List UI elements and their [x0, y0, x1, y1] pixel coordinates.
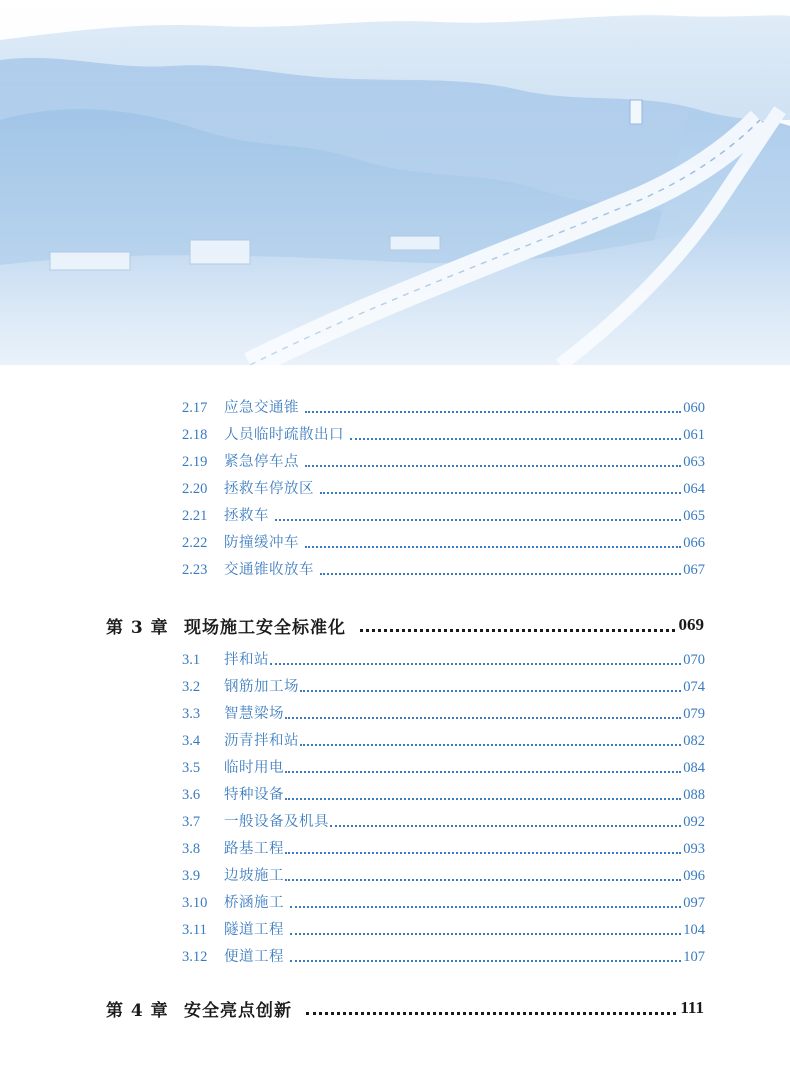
- dot-leader: [320, 470, 681, 494]
- dot-leader: [270, 641, 681, 665]
- entry-title: 钢筋加工场: [224, 679, 299, 695]
- entry-page: 097: [683, 895, 705, 911]
- entry-title: 一般设备及机具: [224, 814, 329, 830]
- entry-number: 3.11: [182, 922, 207, 938]
- chapter-title: 现场施工安全标准化: [184, 617, 346, 638]
- entry-page: 060: [683, 400, 705, 416]
- chapter-page: 069: [678, 615, 704, 634]
- entry-number: 3.7: [182, 814, 201, 830]
- entry-number: 3.3: [182, 706, 201, 722]
- entry-title: 沥青拌和站: [224, 733, 299, 749]
- dot-leader: [305, 389, 681, 413]
- entry-number: 2.20: [182, 481, 208, 497]
- chapter-title: 安全亮点创新: [184, 1000, 292, 1021]
- entry-page: 064: [683, 481, 705, 497]
- entry-page: 093: [683, 841, 705, 857]
- entry-number: 3.10: [182, 895, 208, 911]
- entry-page: 104: [683, 922, 705, 938]
- toc-entry[interactable]: [182, 559, 705, 581]
- chapter-number: 第 3 章: [106, 617, 169, 638]
- dot-leader: [290, 884, 681, 908]
- dot-leader: [305, 524, 681, 548]
- entry-number: 3.2: [182, 679, 201, 695]
- dot-leader: [285, 695, 681, 719]
- entry-page: 061: [683, 427, 705, 443]
- entry-title: 特种设备: [224, 787, 284, 803]
- entry-title: 智慧梁场: [224, 706, 284, 722]
- dot-leader: [290, 938, 681, 962]
- entry-page: 063: [683, 454, 705, 470]
- entry-title: 紧急停车点: [224, 454, 299, 470]
- entry-number: 2.23: [182, 562, 208, 578]
- chapter-page: 111: [680, 998, 704, 1017]
- dot-leader: [360, 601, 675, 632]
- entry-number: 3.5: [182, 760, 201, 776]
- toc-entry[interactable]: [182, 946, 705, 968]
- entry-number: 2.22: [182, 535, 208, 551]
- entry-number: 2.21: [182, 508, 208, 524]
- chapter-4-heading[interactable]: [106, 994, 704, 1022]
- dot-leader: [330, 803, 681, 827]
- entry-number: 3.4: [182, 733, 201, 749]
- entry-title: 拯救车: [224, 508, 269, 524]
- dot-leader: [300, 668, 681, 692]
- dot-leader: [285, 776, 681, 800]
- dot-leader: [300, 722, 681, 746]
- entry-page: 067: [683, 562, 705, 578]
- entry-title: 人员临时疏散出口: [224, 427, 344, 443]
- entry-page: 074: [683, 679, 705, 695]
- entry-title: 隧道工程: [224, 922, 284, 938]
- entry-page: 096: [683, 868, 705, 884]
- entry-title: 防撞缓冲车: [224, 535, 299, 551]
- dot-leader: [320, 551, 681, 575]
- entry-page: 092: [683, 814, 705, 830]
- entry-title: 应急交通锥: [224, 400, 299, 416]
- chapter-3-heading[interactable]: [106, 611, 704, 639]
- chapter-number: 第 4 章: [106, 1000, 169, 1021]
- entry-title: 拌和站: [224, 652, 269, 668]
- dot-leader: [290, 911, 681, 935]
- entry-number: 3.8: [182, 841, 201, 857]
- landscape-illustration-icon: [0, 0, 790, 365]
- dot-leader: [285, 857, 681, 881]
- entry-page: 070: [683, 652, 705, 668]
- entry-number: 2.19: [182, 454, 208, 470]
- entry-page: 066: [683, 535, 705, 551]
- entry-page: 084: [683, 760, 705, 776]
- entry-title: 交通锥收放车: [224, 562, 314, 578]
- dot-leader: [285, 830, 681, 854]
- entry-page: 065: [683, 508, 705, 524]
- entry-number: 3.9: [182, 868, 201, 884]
- entry-page: 079: [683, 706, 705, 722]
- entry-number: 3.1: [182, 652, 201, 668]
- entry-number: 2.17: [182, 400, 208, 416]
- entry-page: 107: [683, 949, 705, 965]
- entry-title: 路基工程: [224, 841, 284, 857]
- entry-title: 边坡施工: [224, 868, 284, 884]
- entry-number: 2.18: [182, 427, 208, 443]
- entry-page: 088: [683, 787, 705, 803]
- entry-title: 临时用电: [224, 760, 284, 776]
- dot-leader: [350, 416, 681, 440]
- banner-illustration: [0, 0, 790, 365]
- entry-number: 3.12: [182, 949, 208, 965]
- entry-number: 3.6: [182, 787, 201, 803]
- entry-title: 便道工程: [224, 949, 284, 965]
- dot-leader: [285, 749, 681, 773]
- dot-leader: [275, 497, 681, 521]
- dot-leader: [305, 443, 681, 467]
- entry-page: 082: [683, 733, 705, 749]
- entry-title: 拯救车停放区: [224, 481, 314, 497]
- entry-title: 桥涵施工: [224, 895, 284, 911]
- dot-leader: [306, 984, 676, 1015]
